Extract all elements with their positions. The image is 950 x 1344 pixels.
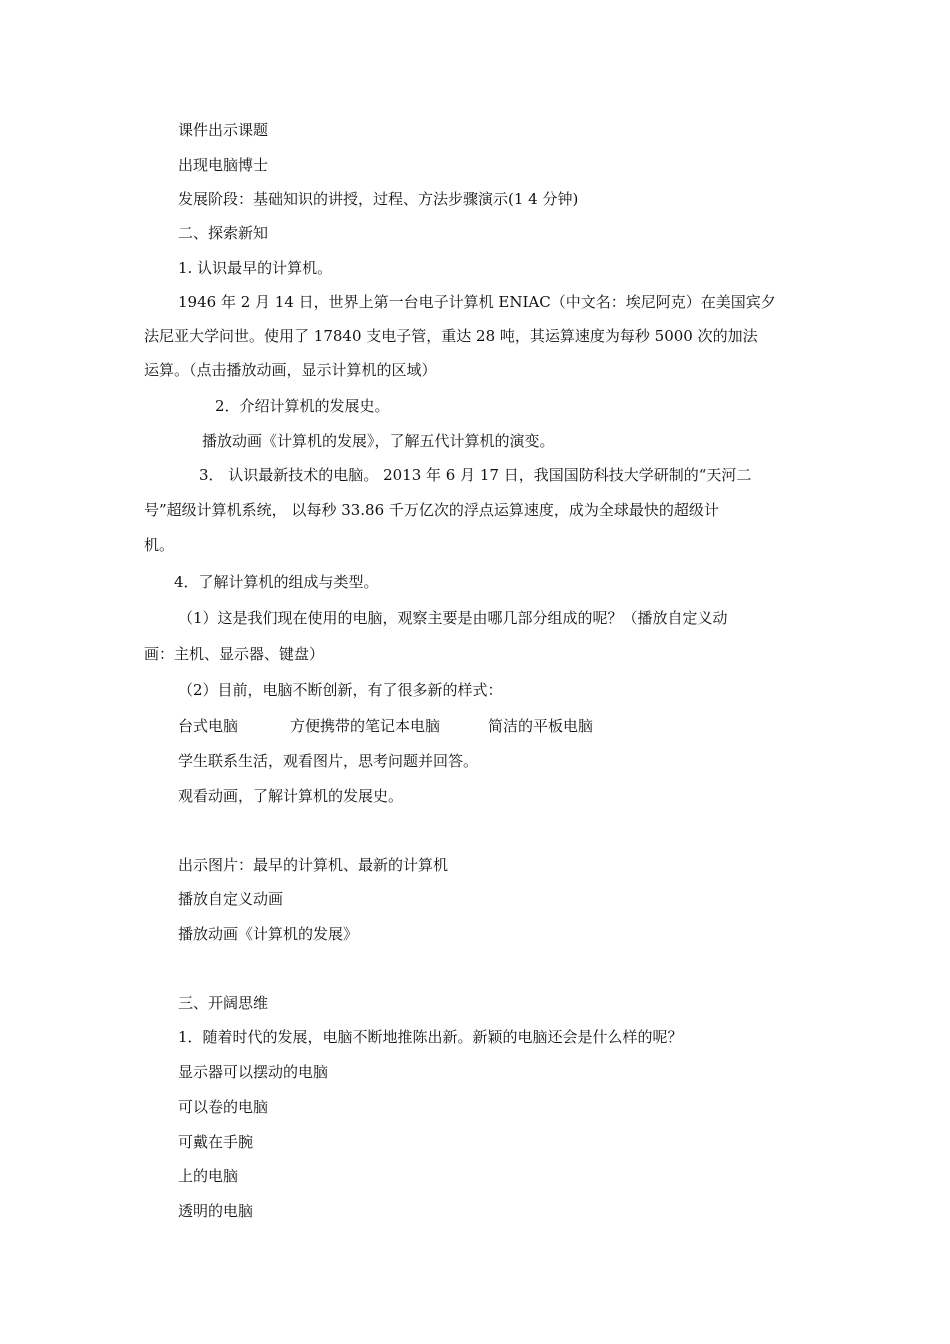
text-line: 运算。（点击播放动画，显示计算机的区域） (144, 361, 437, 379)
device-type: 台式电脑 (178, 717, 239, 735)
text-line: （2）目前，电脑不断创新，有了很多新的样式： (178, 681, 503, 699)
text-line: 号”超级计算机系统， 以每秒 33.86 千万亿次的浮点运算速度，成为全球最快的超级计 (144, 501, 719, 519)
text-line: 观看动画，了解计算机的发展史。 (178, 787, 404, 805)
text-line: 透明的电脑 (178, 1202, 254, 1220)
text-line: 播放自定义动画 (178, 890, 284, 908)
text-line: 出现电脑博士 (178, 156, 269, 174)
text-line: 播放动画《计算机的发展》，了解五代计算机的演变。 (202, 432, 555, 450)
text-line: 3． 认识最新技术的电脑。 2013 年 6 月 17 日，我国国防科技大学研制的“天河二 (199, 466, 752, 484)
text-line: 可戴在手腕 (178, 1133, 254, 1151)
section-heading: 三、开阔思维 (178, 994, 269, 1012)
text-line: 发展阶段：基础知识的讲授，过程、方法步骤演示(1 4 分钟) (178, 190, 579, 208)
text-line: 出示图片：最早的计算机、最新的计算机 (178, 856, 449, 874)
device-type: 方便携带的笔记本电脑 (290, 717, 441, 735)
text-line: 4．了解计算机的组成与类型。 (174, 573, 379, 591)
text-line: 1946 年 2 月 14 日，世界上第一台电子计算机 ENIAC（中文名：埃尼阿克）在美国宾夕 (178, 293, 776, 311)
text-line: 2．介绍计算机的发展史。 (215, 397, 390, 415)
text-line: 机。 (144, 536, 175, 554)
section-heading: 二、探索新知 (178, 224, 269, 242)
text-line: 显示器可以摆动的电脑 (178, 1063, 329, 1081)
text-line: 学生联系生活，观看图片，思考问题并回答。 (178, 752, 479, 770)
text-line: 上的电脑 (178, 1167, 239, 1185)
device-types-row (178, 716, 593, 736)
text-line: 法尼亚大学问世。使用了 17840 支电子管，重达 28 吨，其运算速度为每秒 5000 次的加法 (144, 327, 758, 345)
text-line: 画：主机、显示器、键盘） (144, 645, 325, 663)
device-type: 简洁的平板电脑 (488, 717, 594, 735)
text-line: 课件出示课题 (178, 121, 269, 139)
text-line: 1. 认识最早的计算机。 (178, 259, 333, 277)
text-line: （1）这是我们现在使用的电脑，观察主要是由哪几部分组成的呢？（播放自定义动 (178, 609, 728, 627)
text-line: 播放动画《计算机的发展》 (178, 925, 359, 943)
text-line: 可以卷的电脑 (178, 1098, 269, 1116)
text-line: 1．随着时代的发展，电脑不断地推陈出新。新颖的电脑还会是什么样的呢？ (178, 1028, 683, 1046)
